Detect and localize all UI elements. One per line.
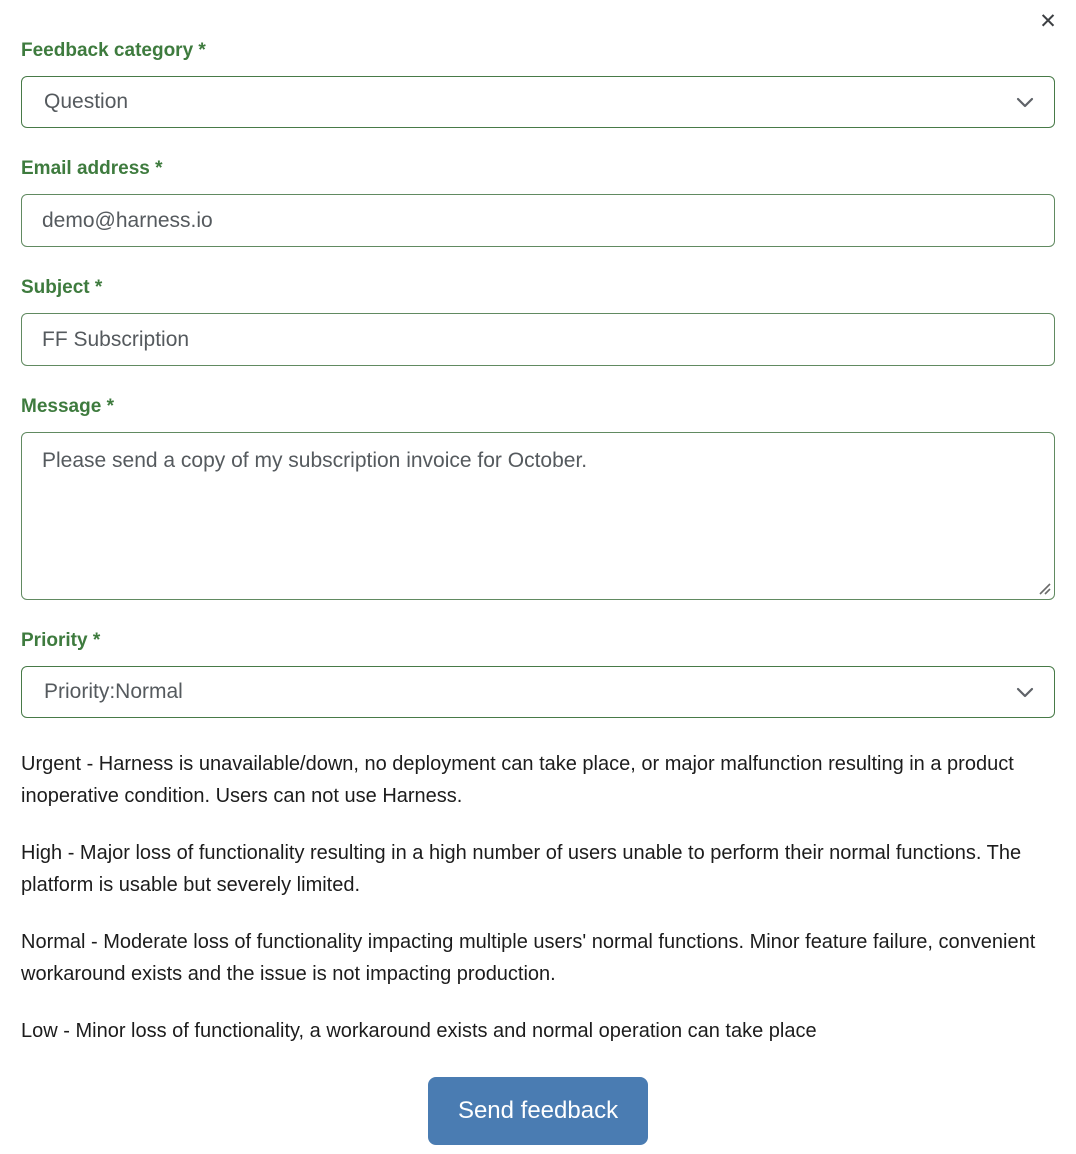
subject-field[interactable] xyxy=(21,313,1055,366)
email-group xyxy=(21,158,1055,247)
feedback-category-label-text: Feedback category xyxy=(21,40,194,61)
feedback-category-group xyxy=(21,40,1055,128)
button-row xyxy=(21,1077,1055,1145)
priority-selected-value: Priority:Normal xyxy=(44,680,183,703)
close-icon[interactable]: ✕ xyxy=(1034,8,1062,36)
resize-handle-icon[interactable] xyxy=(1037,581,1051,595)
feedback-category-select[interactable] xyxy=(21,76,1055,128)
subject-label-text: Subject xyxy=(21,277,90,298)
required-asterisk: * xyxy=(198,40,206,61)
message-label xyxy=(21,396,1055,418)
send-feedback-button[interactable]: Send feedback xyxy=(428,1077,648,1145)
subject-label xyxy=(21,277,1055,299)
email-field[interactable] xyxy=(21,194,1055,247)
message-textarea-wrap xyxy=(21,432,1055,600)
message-group xyxy=(21,396,1055,600)
priority-help-normal: Normal - Moderate loss of functionality impacting multiple users' normal functions. Minor feature failure, convenient workaround exists and the issue is not impacting production. xyxy=(21,931,1036,985)
feedback-category-label xyxy=(21,40,1055,62)
priority-group xyxy=(21,630,1055,718)
priority-label-text: Priority xyxy=(21,630,88,651)
priority-select[interactable] xyxy=(21,666,1055,718)
message-label-text: Message xyxy=(21,396,102,417)
required-asterisk: * xyxy=(106,396,114,417)
subject-group xyxy=(21,277,1055,366)
priority-label xyxy=(21,630,1055,652)
priority-help-low: Low - Minor loss of functionality, a workaround exists and normal operation can take place xyxy=(21,1020,817,1042)
feedback-category-selected-value: Question xyxy=(44,90,129,113)
priority-help-high: High - Major loss of functionality resulting in a high number of users unable to perform their normal functions. The platform is usable but severely limited. xyxy=(21,842,1022,896)
email-label xyxy=(21,158,1055,180)
required-asterisk: * xyxy=(155,158,163,179)
message-field[interactable] xyxy=(21,432,1055,600)
chevron-down-icon xyxy=(1014,681,1036,703)
required-asterisk: * xyxy=(92,630,101,651)
chevron-down-icon xyxy=(1014,91,1036,113)
required-asterisk: * xyxy=(94,277,103,298)
priority-help-urgent: Urgent - Harness is unavailable/down, no deployment can take place, or major malfunction resulting in a product inoperative condition. Users can not use Harness. xyxy=(21,753,1014,807)
email-label-text: Email address xyxy=(21,158,150,179)
